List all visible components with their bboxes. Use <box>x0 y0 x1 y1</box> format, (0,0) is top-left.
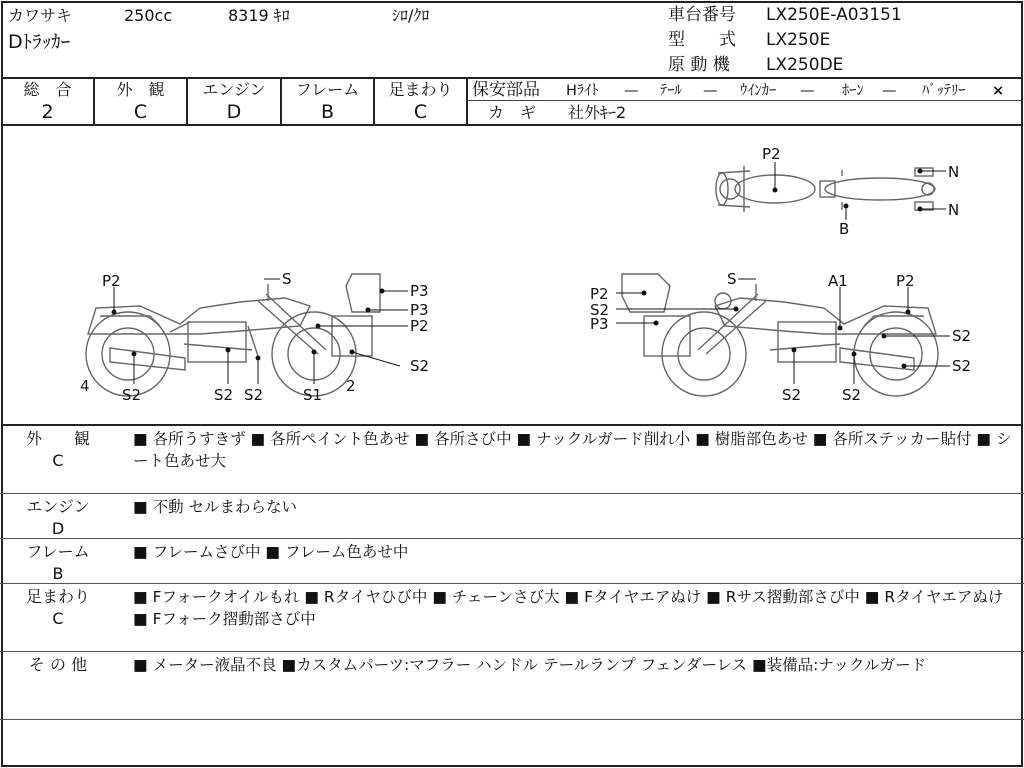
marker-s-right: S <box>727 270 737 288</box>
safety-item-status: — <box>800 83 815 99</box>
marker-p2-left: P2 <box>102 272 121 290</box>
remark-divider <box>0 719 1024 720</box>
grade-total-value: 2 <box>41 101 54 123</box>
safety-item-status: — <box>703 83 718 99</box>
key-label: カ ギ <box>488 103 537 122</box>
bike-left-view <box>86 274 380 396</box>
marker-a1-right: A1 <box>828 272 848 290</box>
safety-item-status: — <box>882 83 897 99</box>
marker-s2-left-r: S2 <box>410 357 430 375</box>
marker-2-left: 2 <box>346 377 356 395</box>
marker-s2-right-r2: S2 <box>952 357 972 375</box>
maker: カワサキ <box>8 6 73 25</box>
remark-divider <box>0 651 1024 652</box>
color: ｼﾛ/ｸﾛ <box>392 6 430 25</box>
marker-s-left: S <box>282 270 292 288</box>
remark-text: ■ 不動 セルまわらない <box>133 498 297 516</box>
grade-divider <box>466 77 468 125</box>
marker-p3-left-b: P3 <box>410 301 429 319</box>
grade-engine-label: エンジン <box>202 80 266 99</box>
remark-label: フレーム <box>26 542 90 561</box>
grade-frame-label: フレーム <box>295 80 360 99</box>
remark-label: エンジン <box>26 497 90 516</box>
remark-grade: B <box>52 564 64 583</box>
engine-label: 原 動 機 <box>668 55 730 75</box>
safety-item-name: ﾎｰﾝ <box>842 83 864 99</box>
safety-item-name: ﾃｰﾙ <box>660 83 682 99</box>
grade-table-top <box>1 77 1023 79</box>
marker-s2-right-l: S2 <box>590 301 610 319</box>
remark-grade: C <box>52 451 64 470</box>
remark-text: ■ 各所うすきず ■ 各所ペイント色あせ ■ 各所さび中 ■ ナックルガード削れ小 ■ 樹脂部色あせ ■ 各所ステッカー貼付 ■ シート色あせ大 <box>133 430 1012 470</box>
mileage: 8319 ｷﾛ <box>228 6 290 25</box>
remark-text: ■ Fフォークオイルもれ ■ Rタイヤひび中 ■ チェーンさび大 ■ Fタイヤエアぬけ ■ Rサス摺動部さび中 ■ Rタイヤエアぬけ ■ Fフォーク摺動部さび中 <box>133 588 1004 628</box>
grade-suspension-value: C <box>413 101 428 123</box>
grade-frame-value: B <box>320 101 335 123</box>
safety-label: 保安部品 <box>472 80 540 100</box>
remark-divider <box>0 538 1024 539</box>
marker-n-top1: N <box>948 163 960 181</box>
type-value: LX250E <box>766 30 831 50</box>
remark-divider <box>0 493 1024 494</box>
safety-item-name: ﾊﾞｯﾃﾘｰ <box>922 83 966 99</box>
safety-item-status: — <box>624 83 639 99</box>
remark-label: 外 観 <box>25 429 90 448</box>
displacement: 250cc <box>124 6 173 25</box>
model-name: Dﾄﾗｯｶｰ <box>8 31 71 53</box>
grade-total-label: 総 合 <box>23 80 72 99</box>
marker-p2-right-l: P2 <box>590 285 609 303</box>
type-label: 型 式 <box>668 30 736 50</box>
frame-no-value: LX250E-A03151 <box>766 5 902 25</box>
marker-p3-right-l: P3 <box>590 315 609 333</box>
marker-p2-left-b: P2 <box>410 317 429 335</box>
grade-engine-value: D <box>226 101 242 123</box>
marker-s2-left-a: S2 <box>122 386 142 404</box>
grade-exterior-value: C <box>133 101 148 123</box>
grade-exterior-label: 外 観 <box>116 80 165 99</box>
marker-s2-right-b2: S2 <box>842 386 862 404</box>
marker-s2-right-r1: S2 <box>952 327 972 345</box>
safety-item-name: ｳｲﾝｶｰ <box>740 83 777 99</box>
marker-p2-top: P2 <box>762 145 781 163</box>
bike-top-view <box>716 166 935 212</box>
bike-right-view <box>622 274 938 396</box>
marker-s1-left: S1 <box>303 386 323 404</box>
remark-grade: D <box>51 519 65 538</box>
engine-value: LX250DE <box>766 55 844 75</box>
marker-p2-right-r: P2 <box>896 272 915 290</box>
marker-b-top: B <box>839 220 850 238</box>
marker-4-left: 4 <box>80 377 90 395</box>
diagram-bottom <box>1 424 1023 426</box>
marker-n-top2: N <box>948 201 960 219</box>
damage-diagram <box>0 126 1024 424</box>
marker-s2-left-b: S2 <box>214 386 234 404</box>
grade-suspension-label: 足まわり <box>388 80 453 99</box>
key-value: 社外ｷｰ2 <box>568 103 627 122</box>
remark-divider <box>0 583 1024 584</box>
remark-label: 足まわり <box>25 587 90 606</box>
left-view-markers <box>80 270 429 404</box>
safety-item-status: × <box>992 83 1005 99</box>
marker-p3-left-a: P3 <box>410 282 429 300</box>
frame-no-label: 車台番号 <box>668 5 736 25</box>
marker-s2-left-c: S2 <box>244 386 264 404</box>
remark-text: ■ フレームさび中 ■ フレーム色あせ中 <box>133 543 409 561</box>
top-view-markers <box>762 145 959 238</box>
remark-text: ■ メーター液晶不良 ■カスタムパーツ:マフラー ハンドル テールランプ フェンダーレス ■装備品:ナックルガード <box>133 656 927 674</box>
marker-s2-right-b1: S2 <box>782 386 802 404</box>
right-view-markers <box>590 270 971 404</box>
remark-grade: C <box>52 609 64 628</box>
remark-label: そ の 他 <box>28 655 88 674</box>
safety-item-name: Hﾗｲﾄ <box>566 83 599 99</box>
